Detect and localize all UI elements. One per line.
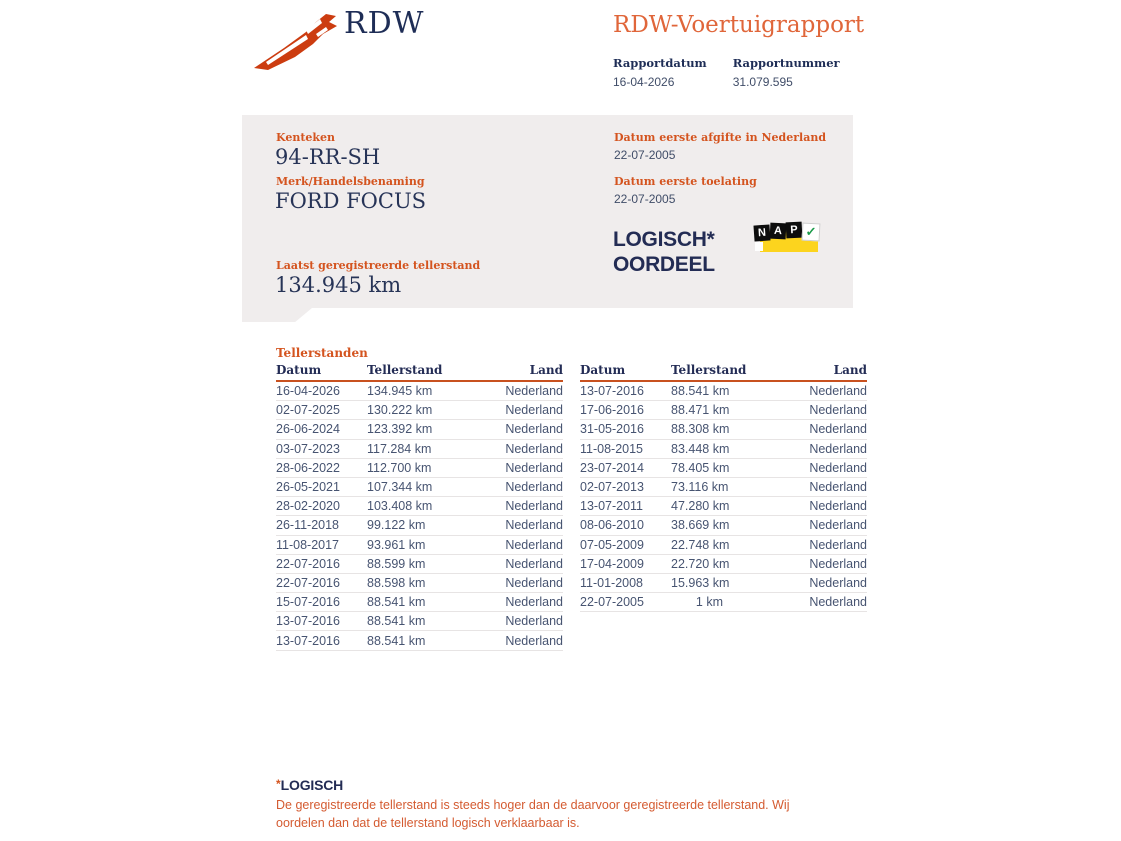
table-row xyxy=(580,401,867,420)
row-odometer: 88.541 km xyxy=(367,633,426,648)
oordeel-line-1: LOGISCH* xyxy=(613,228,715,251)
table-row xyxy=(276,593,563,612)
table-row xyxy=(276,420,563,439)
row-date: 22-07-2016 xyxy=(276,556,340,571)
row-country: Nederland xyxy=(505,441,563,456)
table-row xyxy=(580,574,867,593)
nap-letter-a: A xyxy=(770,223,787,240)
row-country: Nederland xyxy=(809,422,867,437)
row-date: 13-07-2016 xyxy=(276,614,340,629)
row-date: 13-07-2016 xyxy=(276,633,340,648)
table-row xyxy=(276,440,563,459)
meter-table-left-header xyxy=(276,363,563,382)
row-date: 28-06-2022 xyxy=(276,460,340,475)
row-odometer: 93.961 km xyxy=(367,537,426,552)
row-date: 11-01-2008 xyxy=(580,575,644,590)
nap-letter-p: P xyxy=(786,222,803,239)
kenteken-value: 94-RR-SH xyxy=(275,145,381,169)
row-date: 16-04-2026 xyxy=(276,384,340,399)
nap-letter-n: N xyxy=(753,224,770,241)
row-odometer: 73.116 km xyxy=(671,480,729,495)
row-odometer: 103.408 km xyxy=(367,499,433,514)
row-odometer: 88.471 km xyxy=(671,403,730,418)
table-row xyxy=(580,536,867,555)
row-odometer: 123.392 km xyxy=(367,422,433,437)
row-date: 23-07-2014 xyxy=(580,460,644,475)
row-country: Nederland xyxy=(809,441,867,456)
table-row xyxy=(580,440,867,459)
table-row xyxy=(276,478,563,497)
row-date: 02-07-2013 xyxy=(580,480,644,495)
row-country: Nederland xyxy=(505,633,563,648)
merk-value: FORD FOCUS xyxy=(275,189,427,213)
report-date-label: Rapportdatum xyxy=(613,56,707,70)
table-row xyxy=(276,612,563,631)
row-date: 22-07-2016 xyxy=(276,575,340,590)
row-country: Nederland xyxy=(505,499,563,514)
table-row xyxy=(276,516,563,535)
meter-table-right-body xyxy=(580,382,867,612)
row-date: 15-07-2016 xyxy=(276,595,340,610)
row-country: Nederland xyxy=(505,575,563,590)
kenteken-label: Kenteken xyxy=(276,131,336,144)
afgifte-label: Datum eerste afgifte in Nederland xyxy=(614,131,827,144)
column-header-datum: Datum xyxy=(580,363,626,377)
panel-tail-shape xyxy=(242,308,312,322)
row-date: 03-07-2023 xyxy=(276,441,340,456)
row-odometer: 117.284 km xyxy=(367,441,432,456)
row-odometer: 47.280 km xyxy=(671,499,730,514)
row-country: Nederland xyxy=(505,614,563,629)
column-header-tellerstand: Tellerstand xyxy=(671,363,747,377)
vehicle-summary-panel xyxy=(242,115,853,308)
row-odometer: 83.448 km xyxy=(671,441,730,456)
row-odometer: 1 km xyxy=(695,595,723,610)
row-date: 31-05-2016 xyxy=(580,422,644,437)
row-odometer: 38.669 km xyxy=(671,518,730,533)
row-country: Nederland xyxy=(505,518,563,533)
document-title: RDW-Voertuigrapport xyxy=(613,12,865,38)
column-header-land: Land xyxy=(529,363,563,377)
meter-table-left-body xyxy=(276,382,563,651)
afgifte-value: 22-07-2005 xyxy=(614,148,676,162)
row-odometer: 88.599 km xyxy=(367,556,426,571)
row-country: Nederland xyxy=(809,384,867,399)
table-row xyxy=(580,420,867,439)
report-number-block xyxy=(733,56,840,89)
row-odometer: 107.344 km xyxy=(367,480,433,495)
tellerstand-value: 134.945 km xyxy=(275,273,402,297)
row-country: Nederland xyxy=(505,537,563,552)
row-country: Nederland xyxy=(505,460,563,475)
row-country: Nederland xyxy=(809,518,867,533)
report-date-value: 16-04-2026 xyxy=(613,75,675,89)
row-date: 26-06-2024 xyxy=(276,422,340,437)
row-country: Nederland xyxy=(809,480,867,495)
table-row xyxy=(276,555,563,574)
row-odometer: 15.963 km xyxy=(671,575,730,590)
report-number-value: 31.079.595 xyxy=(732,75,793,89)
row-odometer: 88.541 km xyxy=(671,384,730,399)
table-row xyxy=(276,497,563,516)
table-row xyxy=(580,478,867,497)
row-date: 17-04-2009 xyxy=(580,556,644,571)
nap-check-icon: ✓ xyxy=(802,223,821,242)
row-country: Nederland xyxy=(505,422,563,437)
table-row xyxy=(276,631,563,650)
footnote-body-text: De geregistreerde tellerstand is steeds hoger dan de daarvoor geregistreerde tellerstand. Wij oordelen dan dat de tellerstand logisch verklaarbaar is. xyxy=(276,798,790,830)
column-header-land: Land xyxy=(833,363,867,377)
table-row xyxy=(276,536,563,555)
table-row xyxy=(580,555,867,574)
table-row xyxy=(580,516,867,535)
row-date: 11-08-2017 xyxy=(276,537,340,552)
row-country: Nederland xyxy=(505,556,563,571)
report-meta xyxy=(613,56,840,89)
row-country: Nederland xyxy=(809,499,867,514)
table-row xyxy=(580,497,867,516)
oordeel-verdict xyxy=(613,227,715,277)
report-number-label: Rapportnummer xyxy=(732,56,840,70)
row-date: 28-02-2020 xyxy=(276,499,340,514)
row-date: 13-07-2016 xyxy=(580,384,644,399)
toelating-label: Datum eerste toelating xyxy=(614,175,757,188)
row-odometer: 112.700 km xyxy=(367,460,432,475)
row-date: 17-06-2016 xyxy=(580,403,644,418)
row-country: Nederland xyxy=(505,403,563,418)
row-country: Nederland xyxy=(809,537,867,552)
meter-table-right-header xyxy=(580,363,867,382)
column-header-tellerstand: Tellerstand xyxy=(367,363,443,377)
row-date: 08-06-2010 xyxy=(580,518,644,533)
row-date: 11-08-2015 xyxy=(580,441,644,456)
row-odometer: 134.945 km xyxy=(367,384,433,399)
row-odometer: 22.748 km xyxy=(671,537,730,552)
row-date: 22-07-2005 xyxy=(580,595,644,610)
column-header-datum: Datum xyxy=(276,363,322,377)
row-date: 13-07-2011 xyxy=(580,499,644,514)
row-date: 26-05-2021 xyxy=(276,480,340,495)
row-odometer: 99.122 km xyxy=(367,518,426,533)
nap-white-chip xyxy=(755,242,763,251)
row-country: Nederland xyxy=(505,384,563,399)
table-row xyxy=(580,459,867,478)
table-row xyxy=(580,593,867,612)
row-odometer: 22.720 km xyxy=(671,556,730,571)
table-row xyxy=(276,574,563,593)
meter-table-right xyxy=(580,363,867,612)
row-country: Nederland xyxy=(809,556,867,571)
row-odometer: 78.405 km xyxy=(671,460,730,475)
row-country: Nederland xyxy=(505,595,563,610)
nap-logo-icon xyxy=(752,221,824,255)
footnote-asterisk: * xyxy=(276,777,281,791)
row-country: Nederland xyxy=(809,595,867,610)
table-row xyxy=(276,382,563,401)
merk-label: Merk/Handelsbenaming xyxy=(276,175,425,188)
footnote-heading xyxy=(276,777,343,793)
oordeel-line-2: OORDEEL xyxy=(613,253,715,276)
row-odometer: 88.598 km xyxy=(367,575,426,590)
footnote-heading-text: LOGISCH xyxy=(280,777,344,793)
row-country: Nederland xyxy=(809,460,867,475)
row-date: 02-07-2025 xyxy=(276,403,340,418)
report-date-block xyxy=(613,56,707,89)
table-row xyxy=(276,401,563,420)
tellerstand-label: Laatst geregistreerde tellerstand xyxy=(276,259,481,272)
row-odometer: 130.222 km xyxy=(367,403,433,418)
row-odometer: 88.308 km xyxy=(671,422,730,437)
rdw-bird-logo-icon xyxy=(250,6,340,74)
table-row xyxy=(276,459,563,478)
row-country: Nederland xyxy=(809,575,867,590)
row-country: Nederland xyxy=(809,403,867,418)
row-odometer: 88.541 km xyxy=(367,595,426,610)
tellerstanden-section-label: Tellerstanden xyxy=(276,346,368,360)
row-date: 07-05-2009 xyxy=(580,537,644,552)
toelating-value: 22-07-2005 xyxy=(614,192,676,206)
row-country: Nederland xyxy=(505,480,563,495)
meter-table-left xyxy=(276,363,563,651)
row-date: 26-11-2018 xyxy=(276,518,340,533)
row-odometer: 88.541 km xyxy=(367,614,426,629)
table-row xyxy=(580,382,867,401)
rdw-logo-text: RDW xyxy=(344,6,425,41)
